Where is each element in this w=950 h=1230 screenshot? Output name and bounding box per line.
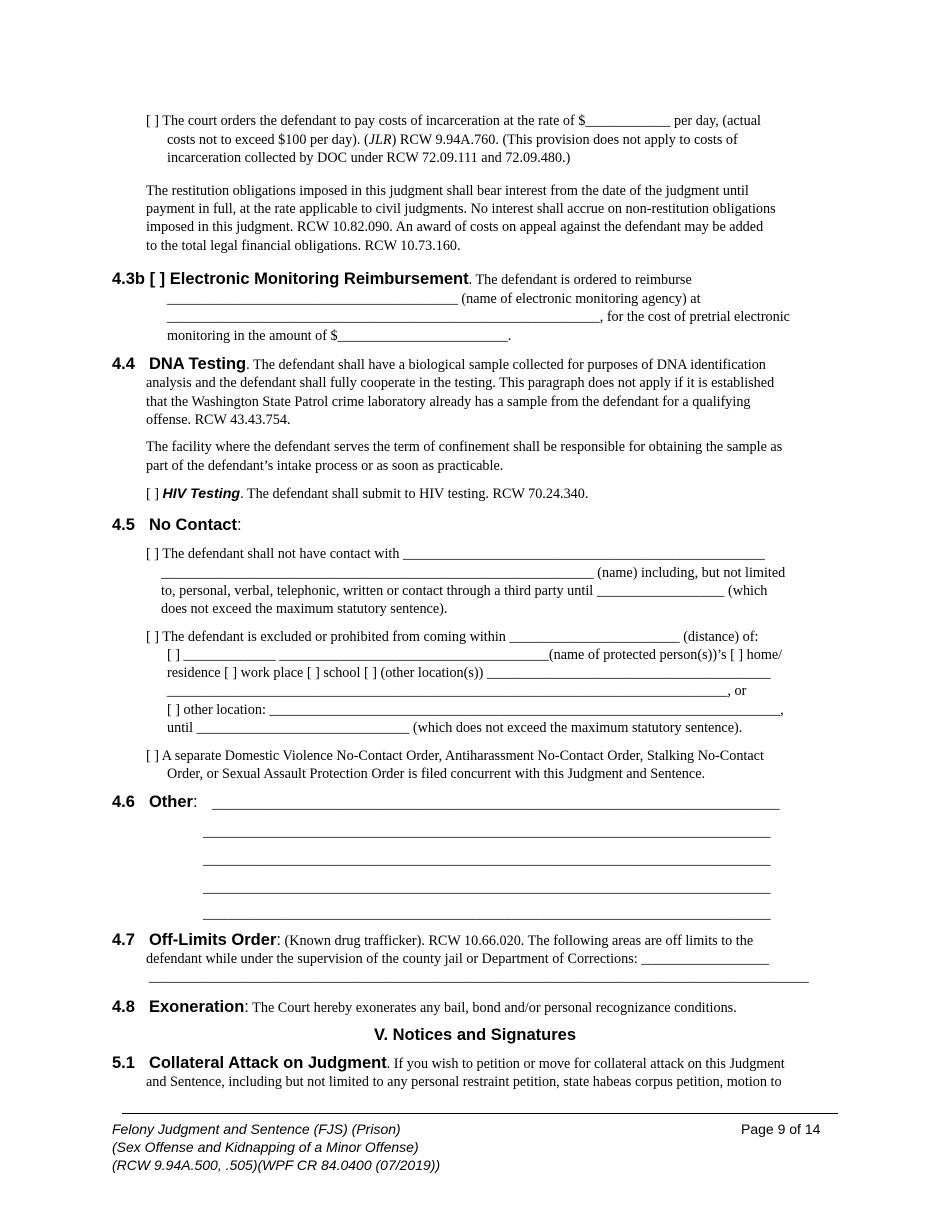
footer-title-line-1: Felony Judgment and Sentence (FJS) (Prison) <box>112 1121 401 1137</box>
no-contact-2-line-5: [ ] other location: ________________________________________________________________________, <box>167 702 784 718</box>
no-contact-2-line-2: [ ] _____________ ______________________________________(name of protected person(s))’s [ ] home/ <box>167 647 783 663</box>
no-contact-2-line-4: _______________________________________________________________________________, or <box>167 683 747 699</box>
section-4-7-line-1: 4.7 Off-Limits Order: (Known drug trafficker). RCW 10.66.020. The following areas are off limits to the <box>112 931 754 949</box>
other-blank-line-1[interactable]: ________________________________________________________________________________ <box>212 796 780 812</box>
no-contact-1-line-4: does not exceed the maximum statutory sentence). <box>161 601 448 617</box>
section-4-4-line-3: that the Washington State Patrol crime laboratory already has a sample from the defendant for a qualifying <box>146 394 751 410</box>
section-4-7-title: Off-Limits Order <box>148 931 277 949</box>
section-4-4-line-1: 4.4 DNA Testing. The defendant shall have a biological sample collected for purposes of DNA identification <box>112 355 766 373</box>
restitution-line-2: payment in full, at the rate applicable to civil judgments. No interest shall accrue on non-restitution obligations <box>146 201 776 217</box>
facility-line-1: The facility where the defendant serves the term of confinement shall be responsible for obtaining the sample as <box>146 439 783 455</box>
other-blank-line-5[interactable]: ________________________________________________________________________________ <box>203 906 771 922</box>
no-contact-2-line-1: [ ] The defendant is excluded or prohibited from coming within ________________________ (distance) of: <box>146 629 759 645</box>
section-4-4-title: DNA Testing <box>148 355 247 373</box>
restitution-line-3: imposed in this judgment. RCW 10.82.090. An award of costs on appeal against the defendant may be added <box>146 219 764 235</box>
section-4-3b-line-3: _____________________________________________________________, for the cost of pretrial electronic <box>167 309 790 325</box>
restitution-line-1: The restitution obligations imposed in this judgment shall bear interest from the date of the judgment until <box>146 183 749 199</box>
no-contact-1-line-1: [ ] The defendant shall not have contact with ___________________________________________________ <box>146 546 765 562</box>
section-5-1-line-2: and Sentence, including but not limited to any personal restraint petition, state habeas corpus petition, motion to <box>146 1074 782 1090</box>
section-4-6-title: Other <box>148 793 193 811</box>
hiv-testing-title: HIV Testing <box>162 486 241 502</box>
footer-title-line-2: (Sex Offense and Kidnapping of a Minor Offense) <box>112 1139 419 1155</box>
section-5-1-title: Collateral Attack on Judgment <box>148 1054 387 1072</box>
hiv-checkbox[interactable]: [ ] <box>146 486 159 502</box>
section-4-5-title: No Contact <box>148 516 237 534</box>
hiv-testing-line: [ ] HIV Testing. The defendant shall submit to HIV testing. RCW 70.24.340. <box>146 486 589 502</box>
no-contact-3-line-1: [ ] A separate Domestic Violence No-Contact Order, Antiharassment No-Contact Order, Stalking No-Contact <box>146 748 764 764</box>
section-4-4-line-2: analysis and the defendant shall fully cooperate in the testing. This paragraph does not apply if it is established <box>146 375 775 391</box>
section-4-7-line-2: defendant while under the supervision of the county jail or Department of Corrections: __________________ <box>146 951 769 967</box>
incarceration-line-1: [ ] The court orders the defendant to pay costs of incarceration at the rate of $____________ per day, (actual <box>146 113 761 129</box>
section-4-6-heading: 4.6 Other: <box>112 793 198 811</box>
section-4-3b-line-4: monitoring in the amount of $________________________. <box>167 328 512 344</box>
no-contact-2-line-6: until ______________________________ (which does not exceed the maximum statutory sentence). <box>167 720 743 736</box>
no-contact-1-line-3: to, personal, verbal, telephonic, written or contact through a third party until __________________ (which <box>161 583 768 599</box>
other-blank-line-2[interactable]: ________________________________________________________________________________ <box>203 824 771 840</box>
footer-divider <box>122 1113 838 1114</box>
section-4-4-number: 4.4 <box>112 355 135 373</box>
section-5-1-line-1: 5.1 Collateral Attack on Judgment. If you wish to petition or move for collateral attack on this Judgment <box>112 1054 785 1072</box>
no-contact-3-line-2: Order, or Sexual Assault Protection Order is filed concurrent with this Judgment and Sentence. <box>167 766 706 782</box>
section-4-4-line-4: offense. RCW 43.43.754. <box>146 412 291 428</box>
restitution-line-4: to the total legal financial obligations. RCW 10.73.160. <box>146 238 461 254</box>
no-contact-1-line-2: _____________________________________________________________ (name) including, but not limited <box>161 565 786 581</box>
section-4-3b-heading: 4.3b [ ] Electronic Monitoring Reimbursement <box>112 270 469 288</box>
no-contact-2-line-3: residence [ ] work place [ ] school [ ] (other location(s)) ________________________________________ <box>167 665 771 681</box>
section-4-8-title: Exoneration <box>148 998 245 1016</box>
section-4-3b-line-2: _________________________________________ (name of electronic monitoring agency) at <box>167 291 701 307</box>
other-blank-line-4[interactable]: ________________________________________________________________________________ <box>203 880 771 896</box>
page-number: Page 9 of 14 <box>741 1121 821 1137</box>
section-4-3b-line-1: 4.3b [ ] Electronic Monitoring Reimbursement. The defendant is ordered to reimburse <box>112 270 692 288</box>
incarceration-line-2: costs not to exceed $100 per day). (JLR) RCW 9.94A.760. (This provision does not apply to costs of <box>167 132 738 148</box>
section-4-7-line-3[interactable]: _____________________________________________________________________________________________ <box>149 969 809 985</box>
section-4-8-line: 4.8 Exoneration: The Court hereby exonerates any bail, bond and/or personal recognizance conditions. <box>112 998 737 1016</box>
section-4-5-heading: 4.5 No Contact: <box>112 516 242 534</box>
section-5-heading: V. Notices and Signatures <box>373 1026 577 1044</box>
incarceration-line-3: incarceration collected by DOC under RCW 72.09.111 and 72.09.480.) <box>167 150 571 166</box>
footer-title-line-3: (RCW 9.94A.500, .505)(WPF CR 84.0400 (07/2019)) <box>112 1157 441 1173</box>
other-blank-line-3[interactable]: ________________________________________________________________________________ <box>203 852 771 868</box>
facility-line-2: part of the defendant’s intake process or as soon as practicable. <box>146 458 504 474</box>
